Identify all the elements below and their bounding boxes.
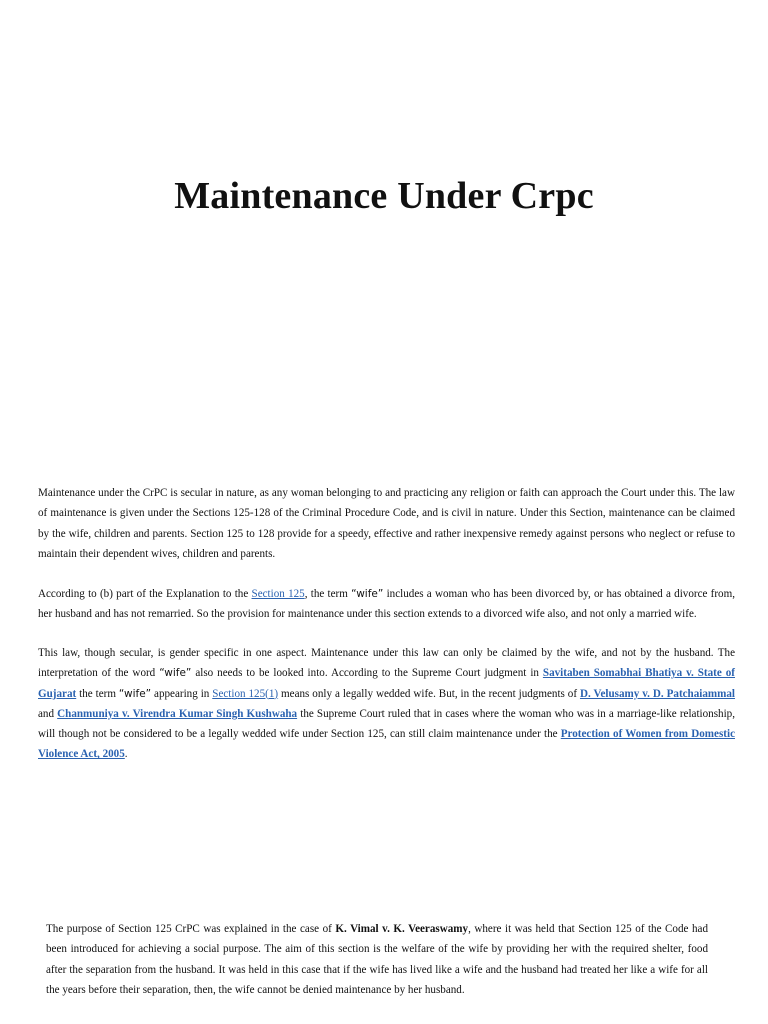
paragraph-intro bbox=[38, 483, 735, 564]
paragraph-gender-specific bbox=[38, 643, 735, 765]
paragraph-text: means only a legally wedded wife. But, in the recent judgments of bbox=[278, 687, 580, 700]
paragraph-text: includes a woman who has been divorced by, or has obtained a divorce from, her husband and has not remarried. So the provision for maintenance under this section extends to a divorced wife also, and not only a married wife. bbox=[38, 588, 736, 621]
paragraph-text: also needs to be looked into. According to the Supreme Court judgment in bbox=[191, 667, 543, 680]
paragraph-text: According to (b) part of the Explanation to the bbox=[38, 588, 252, 600]
paragraph-explanation bbox=[38, 584, 735, 625]
paragraph-purpose bbox=[46, 919, 708, 1000]
paragraph-text: the term bbox=[76, 687, 119, 700]
quoted-term-wife: “wife” bbox=[159, 667, 192, 680]
velusamy-case-link[interactable]: D. Velusamy v. D. Patchaiammal bbox=[579, 687, 736, 700]
section-125-1-link[interactable]: Section 125(1) bbox=[212, 687, 279, 700]
savitaben-case-link[interactable]: Savitaben Somabhai Bhatiya v. State of Gujarat bbox=[38, 667, 735, 700]
chanmuniya-case-link[interactable]: Chanmuniya v. Virendra Kumar Singh Kushwaha bbox=[57, 707, 298, 720]
paragraph-text: the Supreme Court ruled that in cases where the woman who was in a marriage-like relationship, will though not be considered to be a legally wedded wife under Section 125, can still claim maintenance under the bbox=[38, 707, 735, 741]
pwdva-act-link[interactable]: Protection of Women from Domestic Violence Act, 2005 bbox=[38, 728, 735, 761]
quoted-term-wife: “wife” bbox=[118, 687, 152, 700]
paragraph-text: appearing in bbox=[151, 687, 213, 700]
paragraph-text: , where it was held that Section 125 of the Code had been introduced for achieving a social purpose. The aim of this section is the welfare of the wife by providing her with the required shelter, food after the separation from the husband. It was held in this case that if the wife has lived like a wife and the husband had treated her like a wife for all the years before their separation, then, the wife cannot be denied maintenance by her husband. bbox=[46, 923, 708, 996]
document-title: Maintenance Under Crpc bbox=[174, 175, 594, 217]
paragraph-text: , the term bbox=[304, 588, 352, 600]
paragraph-text: Maintenance under the CrPC is secular in nature, as any woman belonging to and practicing any religion or faith can approach the Court under this. The law of maintenance is given under the Sections 125-128 of the Criminal Procedure Code, and is civil in nature. Under this Section, maintenance can be claimed by the wife, children and parents. Section 125 to 128 provide for a speedy, effective and rather inexpensive remedy against persons who neglect or refuse to maintain their dependent wives, children and parents. bbox=[38, 487, 735, 560]
paragraph-text: and bbox=[38, 707, 58, 720]
quoted-term-wife: “wife” bbox=[351, 588, 384, 600]
paragraph-text: This law, though secular, is gender specific in one aspect. Maintenance under this law can only be claimed by the wife, and not by the husband. The interpretation of the word bbox=[38, 647, 735, 680]
paragraph-text: The purpose of Section 125 CrPC was explained in the case of bbox=[46, 923, 336, 935]
paragraph-text: . bbox=[124, 748, 128, 761]
case-name: K. Vimal v. K. Veeraswamy bbox=[335, 923, 469, 935]
section-125-link[interactable]: Section 125 bbox=[251, 588, 305, 600]
